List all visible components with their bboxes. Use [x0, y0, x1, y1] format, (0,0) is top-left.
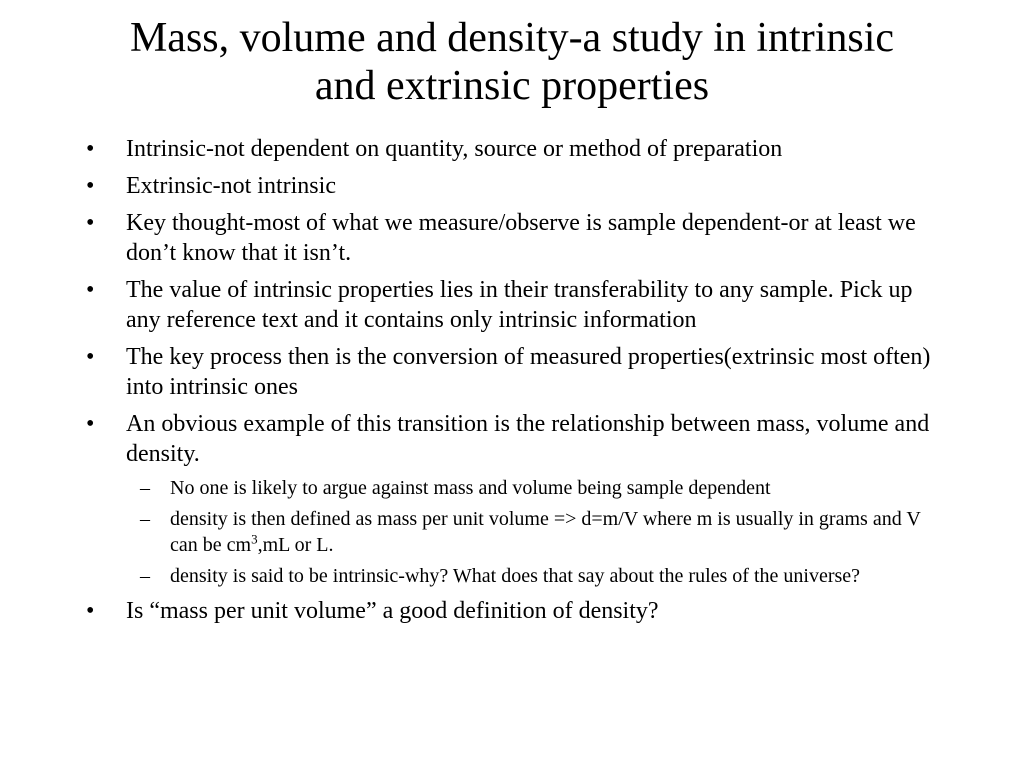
bullet-text: An obvious example of this transition is the relationship between mass, volume and density.	[126, 411, 930, 467]
sub-bullet-item-density-definition	[126, 506, 946, 558]
bullet-marker: •	[86, 136, 95, 162]
superscript-exponent: 3	[251, 531, 258, 547]
bullet-item-extrinsic	[86, 171, 946, 201]
sub-bullet-marker: –	[140, 565, 150, 587]
sub-bullet-text-after: ,mL or L.	[257, 534, 334, 556]
sub-bullet-item-density-intrinsic	[126, 563, 946, 589]
bullet-marker: •	[86, 411, 95, 437]
bullet-marker: •	[86, 210, 95, 236]
bullet-text: Is “mass per unit volume” a good definition of density?	[126, 598, 659, 624]
bullet-text: Intrinsic-not dependent on quantity, source or method of preparation	[126, 136, 783, 162]
bullet-item-question	[86, 596, 946, 626]
title-line-1: Mass, volume and density-a study in intrinsic	[129, 15, 895, 61]
bullet-item-key-thought	[86, 208, 946, 268]
bullet-item-intrinsic	[86, 134, 946, 164]
sub-bullet-text	[170, 508, 920, 556]
sub-bullet-marker: –	[140, 508, 150, 530]
bullet-marker: •	[86, 277, 95, 303]
bullet-item-obvious-example	[86, 409, 946, 589]
bullet-item-key-process	[86, 342, 946, 402]
bullet-list	[86, 134, 946, 633]
slide-title	[40, 14, 984, 110]
sub-bullet-marker: –	[140, 477, 150, 499]
sub-bullet-text: No one is likely to argue against mass and volume being sample dependent	[170, 477, 771, 499]
bullet-item-value-of-intrinsic	[86, 275, 946, 335]
sub-bullet-text: density is said to be intrinsic-why? What does that say about the rules of the universe?	[170, 565, 861, 587]
bullet-text: Extrinsic-not intrinsic	[126, 173, 336, 199]
sub-bullet-text-before: density is then defined as mass per unit volume => d=m/V where m is usually in grams and V can be cm	[170, 508, 921, 556]
title-line-2: and extrinsic properties	[314, 63, 710, 109]
bullet-text: The value of intrinsic properties lies in their transferability to any sample. Pick up any reference text and it contains only intrinsic information	[126, 277, 913, 333]
bullet-text: The key process then is the conversion of measured properties(extrinsic most often) into intrinsic ones	[126, 344, 931, 400]
bullet-marker: •	[86, 344, 95, 370]
bullet-marker: •	[86, 173, 95, 199]
bullet-text: Key thought-most of what we measure/observe is sample dependent-or at least we don’t know that it isn’t.	[126, 210, 916, 266]
sub-bullet-list	[126, 475, 946, 589]
sub-bullet-item-sample-dependent	[126, 475, 946, 501]
bullet-marker: •	[86, 598, 95, 624]
